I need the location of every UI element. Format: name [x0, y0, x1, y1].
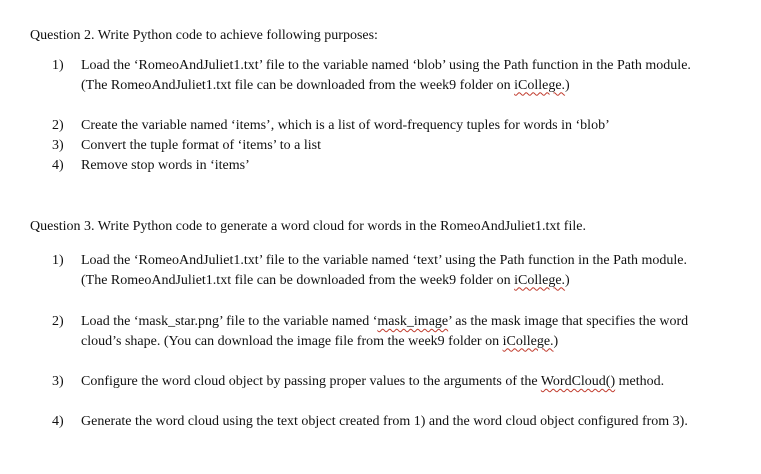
item-text: Create the variable named ‘items’, which is a list of word-frequency tuples for words in ‘blob’ — [81, 118, 610, 133]
question-3-item-4 — [52, 412, 712, 432]
question-2-item-2 — [52, 116, 712, 136]
item-number: 2) — [52, 314, 64, 329]
spellcheck-word: mask_image — [377, 314, 449, 329]
item-text: Configure the word cloud object by passing proper values to the arguments of the WordCloud() method. — [81, 374, 665, 389]
item-number: 1) — [52, 58, 64, 73]
spellcheck-word: iCollege. — [502, 333, 554, 349]
item-text: Remove stop words in ‘items’ — [81, 158, 250, 173]
spellcheck-word: iCollege. — [514, 272, 566, 288]
item-number: 2) — [52, 118, 64, 133]
question-3-item-1 — [52, 251, 712, 290]
question-2-item-1 — [52, 56, 712, 95]
item-text: Generate the word cloud using the text object created from 1) and the word cloud object configured from 3). — [81, 414, 688, 429]
item-number: 1) — [52, 253, 64, 268]
question-3-title: Question 3. Write Python code to generate a word cloud for words in the RomeoAndJuliet1.txt file. — [30, 219, 586, 234]
question-3-item-3 — [52, 372, 712, 392]
item-text: Convert the tuple format of ‘items’ to a list — [81, 138, 322, 153]
item-text: Load the ‘mask_star.png’ file to the variable named ‘mask_image’ as the mask image that specifies the word cloud’s shape. (You can download the image file from the week9 folder on iCollege.) — [81, 314, 689, 349]
question-2-item-3 — [52, 136, 712, 156]
question-3-item-2 — [52, 312, 712, 351]
question-2-title: Question 2. Write Python code to achieve following purposes: — [30, 28, 378, 43]
question-2-item-4 — [52, 156, 712, 176]
item-text: Load the ‘RomeoAndJuliet1.txt’ file to the variable named ‘blob’ using the Path function in the Path module. (The RomeoAndJuliet1.txt file can be downloaded from the week9 folder on iCollege.) — [81, 58, 691, 93]
spellcheck-word: WordCloud() — [540, 374, 616, 389]
spellcheck-word: iCollege. — [514, 77, 566, 93]
item-text: Load the ‘RomeoAndJuliet1.txt’ file to the variable named ‘text’ using the Path function in the Path module. (The RomeoAndJuliet1.txt file can be downloaded from the week9 folder on iCollege.) — [81, 253, 688, 288]
item-number: 3) — [52, 138, 64, 153]
item-number: 3) — [52, 374, 64, 389]
item-number: 4) — [52, 414, 64, 429]
item-number: 4) — [52, 158, 64, 173]
